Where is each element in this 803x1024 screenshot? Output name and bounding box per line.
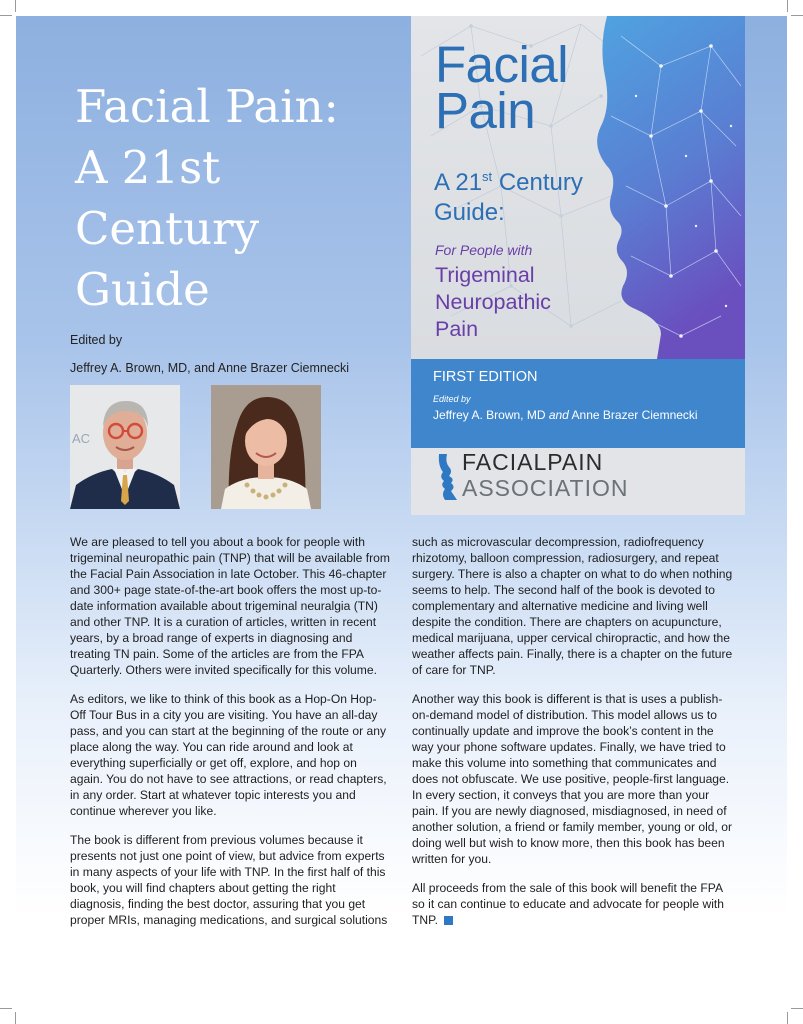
svg-text:AC: AC	[72, 431, 91, 446]
cover-condition	[435, 262, 615, 343]
end-of-article-square-icon	[444, 916, 453, 925]
condition-line: Pain	[435, 317, 479, 341]
editors-names: Jeffrey A. Brown, MD, and Anne Brazer Ciemnecki	[70, 361, 350, 375]
cover-title	[435, 36, 569, 139]
logo-text-association: ASSOCIATION	[462, 475, 629, 501]
article-body-right-column	[412, 534, 734, 941]
body-paragraph: Another way this book is different is that is uses a publish-on-demand model of distribution. This model allows us to continually update and improve the book’s content in the way your phone software updates. Finally, we have tried to make this volume into something that communicates and does not obfuscate. We use positive, people-first language. In every section, it conveys that you are more than your pain. If you are newly diagnosed, misdiagnosed, in need of another solution, a friend or family member, young or old, or doing well but wish to know more, then this book has been written for you.	[412, 692, 732, 866]
editor-photo-anne-ciemnecki	[211, 385, 321, 509]
subtitle-rest: Century Guide:	[434, 169, 583, 226]
edited-by-label: Edited by	[70, 333, 123, 347]
cover-title-line: Pain	[435, 82, 536, 139]
cover-edited-by: Edited by	[433, 394, 471, 404]
body-paragraph-text: All proceeds from the sale of this book will benefit the FPA so it can continue to educate and advocate for people with TNP.	[412, 881, 724, 927]
crop-mark	[787, 1012, 788, 1024]
crop-mark	[15, 0, 16, 12]
logo-text-facialpain: FACIALPAIN	[462, 449, 604, 475]
body-paragraph: We are pleased to tell you about a book for people with trigeminal neuropathic pain (TNP) that will be available from the Facial Pain Association in late October. This 46-chapter and 300+ page state-of-the-art book offers the most up-to-date information available about trigeminal neuralgia (TN) and other TNP. It is a curation of articles, written in recent years, by a broad range of experts in diagnosing and treating TN pain. Some of the articles are from the FPA Quarterly. Others were invited specifically for this volume.	[70, 535, 390, 677]
cover-for-people: For People with	[435, 242, 533, 258]
cover-edition: FIRST EDITION	[433, 369, 538, 385]
body-paragraph: The book is different from previous volumes because it presents not just one point of view, but advice from experts in many aspects of your life with TNP. In the first half of this book, you will find chapters about getting the right diagnosis, finding the best doctor, assuring that you get proper MRIs, managing medications, and surgical solutions	[70, 833, 388, 927]
cover-editors	[433, 408, 698, 422]
cover-subtitle	[434, 162, 634, 228]
body-paragraph: As editors, we like to think of this book as a Hop-On Hop-Off Tour Bus in a city you are visiting. You have an all-day pass, and you can start at the beginning of the route or any place along the way. You can ride around and look at everything superficially or get off, explore, and hop on again. You do not have to see attractions, or read chapters, in any order. Start at whatever topic interests you and continue wherever you like.	[70, 692, 387, 818]
cover-edition-band	[411, 359, 745, 448]
body-paragraph-last	[412, 880, 734, 928]
condition-line: Trigeminal	[435, 263, 535, 287]
article-title	[75, 76, 339, 320]
title-line: Century	[75, 202, 260, 255]
crop-mark	[787, 0, 788, 12]
portrait-woman-illustration	[211, 385, 321, 509]
title-line: Guide	[75, 263, 210, 316]
crop-mark	[0, 15, 12, 16]
body-paragraph: such as microvascular decompression, radiofrequency rhizotomy, balloon compression, radiosurgery, and repeat surgery. There is also a chapter on what to do when nothing seems to help. The second half of the book is devoted to complementary and alternative medicine and living well despite the condition. There are chapters on acupuncture, medical marijuana, upper cervical chiropractic, and how the weather affects pain. Finally, there is a chapter on the future of care for TNP.	[412, 535, 733, 677]
title-line: Facial Pain:	[75, 80, 339, 133]
title-line: A 21st	[75, 141, 221, 194]
crop-mark	[0, 1008, 12, 1009]
editor-photo-jeffrey-brown	[70, 385, 180, 509]
cover-title-line: Facial	[435, 36, 569, 93]
cover-editor-1: Jeffrey A. Brown, MD	[433, 408, 546, 422]
face-profile-logo-icon	[435, 454, 457, 500]
crop-mark	[791, 1008, 803, 1009]
cover-editor-and: and	[548, 408, 569, 422]
condition-line: Neuropathic	[435, 290, 551, 314]
portrait-man-illustration	[70, 385, 180, 509]
facial-pain-association-logo	[435, 448, 715, 506]
crop-mark	[15, 1012, 16, 1024]
subtitle-prefix: A 21	[434, 169, 483, 196]
subtitle-superscript: st	[482, 169, 493, 184]
book-cover	[411, 16, 745, 515]
article-body-left-column	[70, 534, 392, 941]
crop-mark	[791, 15, 803, 16]
cover-editor-2: Anne Brazer Ciemnecki	[571, 408, 698, 422]
